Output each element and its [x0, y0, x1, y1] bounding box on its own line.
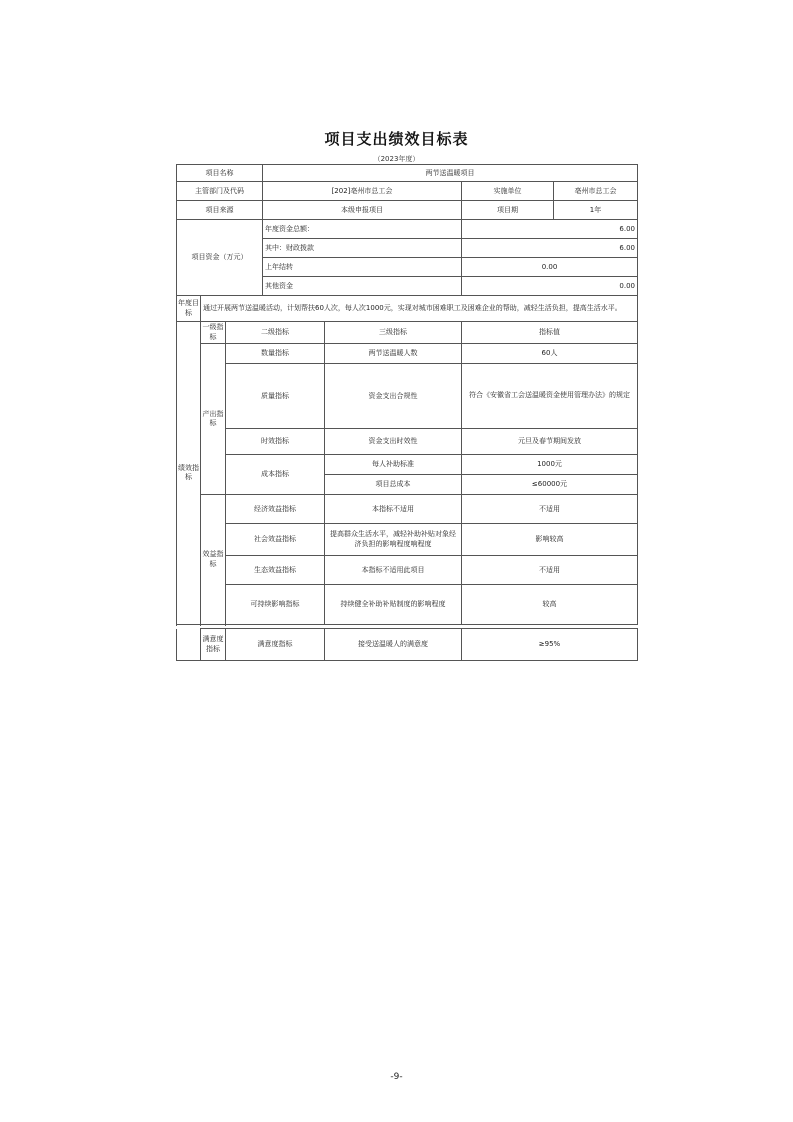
indicator-value: 符合《安徽省工会送温暖资金使用管理办法》的规定 — [462, 364, 638, 429]
indicator-row — [177, 344, 638, 364]
project-name-value: 两节送温暖项目 — [263, 165, 638, 182]
indicator-row — [177, 524, 638, 556]
indicator-value: ≥95% — [462, 629, 638, 661]
perf-section-label: 绩效指标 — [177, 322, 201, 625]
indicator-value: 影响较高 — [462, 524, 638, 556]
indicator-value: 1000元 — [462, 455, 638, 475]
benefit-indicator-label: 效益指标 — [201, 495, 226, 625]
indicator-value: 较高 — [462, 585, 638, 625]
indicator-row — [177, 429, 638, 451]
funds-label: 项目资金（万元） — [177, 220, 263, 296]
impl-label: 实施单位 — [462, 182, 554, 201]
ecological-indicator: 生态效益指标 — [226, 556, 325, 585]
indicator-level3: 资金支出时效性 — [325, 429, 462, 455]
indicator-level3: 本指标不适用此项目 — [325, 556, 462, 585]
indicator-value: 不适用 — [462, 495, 638, 524]
col-value: 指标值 — [462, 322, 638, 344]
performance-target-table — [176, 164, 638, 625]
satisfaction-row — [177, 629, 638, 661]
indicator-level3: 本指标不适用 — [325, 495, 462, 524]
funds-row-value: 6.00 — [462, 220, 638, 239]
col-level3: 三级指标 — [325, 322, 462, 344]
annual-goal-text: 通过开展两节送温暖活动，计划帮扶60人次，每人次1000元，实现对城市困难职工及困难企业的帮助，减轻生活负担，提高生活水平。 — [201, 296, 638, 322]
funds-row — [177, 220, 638, 239]
perf-section-continuation — [177, 629, 201, 661]
satisfaction-table — [176, 628, 638, 661]
indicator-value: ≤60000元 — [462, 475, 638, 495]
funds-row-label: 年度资金总额： — [263, 220, 462, 239]
indicator-value: 元旦及春节期间发放 — [462, 429, 638, 455]
indicator-row — [177, 455, 638, 475]
indicator-value: 60人 — [462, 344, 638, 364]
timeliness-indicator: 时效指标 — [226, 429, 325, 455]
period-value: 1年 — [554, 201, 638, 220]
dept-value: [202]亳州市总工会 — [263, 182, 462, 201]
indicator-row — [177, 495, 638, 524]
annual-goal-row — [177, 296, 638, 322]
impl-value: 亳州市总工会 — [554, 182, 638, 201]
annual-goal-label: 年度目标 — [177, 296, 201, 322]
page-title: 项目支出绩效目标表 — [324, 130, 469, 148]
economic-indicator: 经济效益指标 — [226, 495, 325, 524]
funds-row-value: 0.00 — [462, 277, 638, 296]
quality-indicator: 质量指标 — [226, 364, 325, 429]
dept-label: 主管部门及代码 — [177, 182, 263, 201]
quantity-indicator: 数量指标 — [226, 344, 325, 364]
period-label: 项目期 — [462, 201, 554, 220]
source-label: 项目来源 — [177, 201, 263, 220]
output-indicator-label: 产出指标 — [201, 344, 226, 495]
funds-row-value: 6.00 — [462, 239, 638, 258]
indicator-level3: 持续健全补助补贴制度的影响程度 — [325, 585, 462, 625]
source-value: 本级申报项目 — [263, 201, 462, 220]
sustainable-indicator: 可持续影响指标 — [226, 585, 325, 625]
funds-row-label: 其中：财政拨款 — [263, 239, 462, 258]
col-level1: 一级指标 — [201, 322, 226, 344]
row-department — [177, 182, 638, 201]
indicator-row — [177, 364, 638, 429]
indicator-row — [177, 585, 638, 625]
cost-indicator: 成本指标 — [226, 455, 325, 495]
indicator-level3: 项目总成本 — [325, 475, 462, 495]
satisfaction-indicator-label: 满意度指标 — [201, 629, 226, 661]
indicator-level3: 每人补助标准 — [325, 455, 462, 475]
funds-row-value: 0.00 — [462, 258, 638, 277]
indicator-row — [177, 556, 638, 585]
satisfaction-level2: 满意度指标 — [226, 629, 325, 661]
funds-row-label: 其他资金 — [263, 277, 462, 296]
indicator-level3: 两节送温暖人数 — [325, 344, 462, 364]
col-level2: 二级指标 — [226, 322, 325, 344]
row-source — [177, 201, 638, 220]
page-number: -9- — [390, 1072, 403, 1082]
perf-header-row — [177, 322, 638, 344]
row-project-name — [177, 165, 638, 182]
fiscal-year: （2023年度） — [373, 155, 420, 163]
indicator-level3: 提高群众生活水平，减轻补助补贴对象经济负担的影响程度响程度 — [325, 524, 462, 556]
indicator-value: 不适用 — [462, 556, 638, 585]
indicator-level3: 接受送温暖人的满意度 — [325, 629, 462, 661]
social-indicator: 社会效益指标 — [226, 524, 325, 556]
indicator-level3: 资金支出合规性 — [325, 364, 462, 429]
funds-row-label: 上年结转 — [263, 258, 462, 277]
project-name-label: 项目名称 — [177, 165, 263, 182]
